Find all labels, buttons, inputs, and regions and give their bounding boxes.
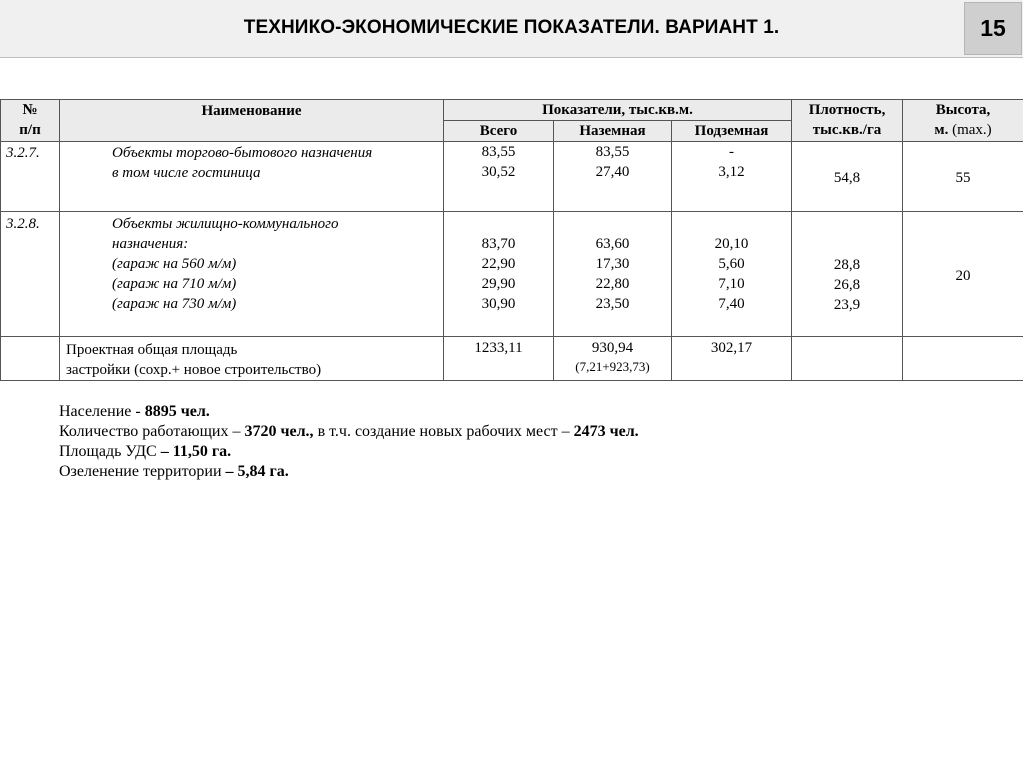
table-row	[1, 212, 1023, 337]
header-row-1	[1, 100, 1023, 121]
greening-line: Озеленение территории – 5,84 га.	[59, 463, 289, 480]
slide-header	[0, 0, 1023, 58]
total-ground: 930,94 (7,21+923,73)	[554, 337, 672, 381]
header-height: Высота, м. (max.)	[903, 100, 1023, 142]
summary-block	[59, 402, 639, 482]
header-name: Наименование	[60, 100, 444, 142]
row-height: 20	[903, 212, 1023, 337]
row-height: 55	[903, 142, 1023, 212]
header-num: № п/п	[1, 100, 60, 142]
total-height	[903, 337, 1023, 381]
total-underground: 302,17	[672, 337, 792, 381]
row-underground: 20,10 5,60 7,10 7,40	[672, 212, 792, 337]
header-underground: Подземная	[672, 121, 792, 142]
row-number: 3.2.7.	[1, 142, 60, 212]
row-density: 54,8	[792, 142, 903, 212]
row-total: 83,70 22,90 29,90 30,90	[444, 212, 554, 337]
row-density: 28,8 26,8 23,9	[792, 212, 903, 337]
page-title: ТЕХНИКО-ЭКОНОМИЧЕСКИЕ ПОКАЗАТЕЛИ. ВАРИАНТ 1.	[243, 17, 780, 38]
page-number-badge: 15	[964, 2, 1022, 55]
uds-area-line: Площадь УДС – 11,50 га.	[59, 443, 232, 460]
header-indicators: Показатели, тыс.кв.м.	[444, 100, 792, 121]
row-name: Объекты жилищно-коммунального назначения: (гараж на 560 м/м) (гараж на 710 м/м) (гараж на 730 м/м)	[60, 212, 444, 337]
row-number: 3.2.8.	[1, 212, 60, 337]
header-ground: Наземная	[554, 121, 672, 142]
row-name: Объекты торгово-бытового назначения в том числе гостиница	[60, 142, 444, 212]
row-ground: 63,60 17,30 22,80 23,50	[554, 212, 672, 337]
row-ground: 83,55 27,40	[554, 142, 672, 212]
total-name: Проектная общая площадь застройки (сохр.+ новое строительство)	[60, 337, 444, 381]
table-row	[1, 142, 1023, 212]
row-total: 83,55 30,52	[444, 142, 554, 212]
row-underground: - 3,12	[672, 142, 792, 212]
total-number	[1, 337, 60, 381]
total-density	[792, 337, 903, 381]
population-line: Население - 8895 чел.	[59, 403, 210, 420]
header-total: Всего	[444, 121, 554, 142]
workers-line: Количество работающих – 3720 чел., в т.ч. создание новых рабочих мест – 2473 чел.	[59, 423, 639, 440]
header-density: Плотность, тыс.кв./га	[792, 100, 903, 142]
total-row	[1, 337, 1023, 381]
indicators-table	[0, 99, 1023, 381]
total-total: 1233,11	[444, 337, 554, 381]
